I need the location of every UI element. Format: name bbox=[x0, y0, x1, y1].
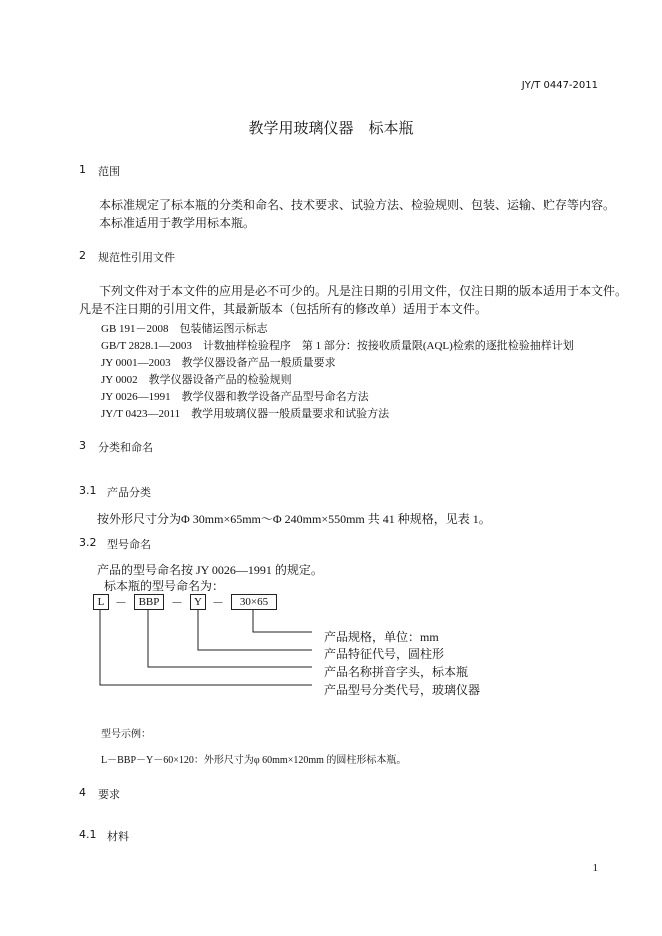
example-text: L－BBP－Y－60×120：外形尺寸为φ 60mm×120mm 的圆柱形标本瓶。 bbox=[101, 755, 407, 766]
section-4-1-title: 材料 bbox=[107, 830, 129, 843]
model-box-category: L bbox=[93, 594, 109, 610]
model-box-name: BBP bbox=[134, 594, 164, 610]
reference-item: JY/T 0423—2011 教学用玻璃仪器一般质量要求和试验方法 bbox=[101, 408, 390, 420]
reference-item: GB/T 2828.1—2003 计数抽样检验程序 第 1 部分：按接收质量限(AQL)检索的逐批检验抽样计划 bbox=[101, 340, 574, 352]
section-3-title: 分类和命名 bbox=[98, 441, 153, 454]
reference-item: JY 0026—1991 教学仪器和教学设备产品型号命名方法 bbox=[101, 391, 369, 403]
model-box-feature: Y bbox=[190, 594, 206, 610]
section-4-title: 要求 bbox=[98, 788, 120, 801]
header-code: JY/T 0447-2011 bbox=[521, 80, 598, 91]
section-2-paragraph-line-1: 下列文件对于本文件的应用是必不可少的。凡是注日期的引用文件，仅注日期的版本适用于本文件。 bbox=[99, 284, 628, 298]
section-1-paragraph-1: 本标准规定了标本瓶的分类和命名、技术要求、试验方法、检验规则、包装、运输、贮存等内容。 bbox=[99, 198, 616, 212]
example-label: 型号示例： bbox=[101, 729, 151, 740]
page-title: 教学用玻璃仪器 标本瓶 bbox=[248, 119, 414, 137]
reference-item: JY 0002 教学仪器设备产品的检验规则 bbox=[101, 374, 292, 386]
model-dash: － bbox=[171, 596, 184, 610]
section-2-title: 规范性引用文件 bbox=[98, 251, 175, 264]
section-3-2-title: 型号命名 bbox=[107, 538, 151, 551]
model-box-spec: 30×65 bbox=[231, 594, 277, 610]
model-dash: － bbox=[115, 596, 128, 610]
page-number: 1 bbox=[592, 862, 598, 874]
section-4-1-number: 4.1 bbox=[79, 828, 97, 841]
section-3-1-number: 3.1 bbox=[79, 484, 97, 497]
section-3-1-paragraph: 按外形尺寸分为Φ 30mm×65mm～Φ 240mm×550mm 共 41 种规格，见表 1。 bbox=[97, 512, 491, 526]
model-dash: － bbox=[212, 596, 225, 610]
section-2-paragraph-line-2: 凡是不注日期的引用文件，其最新版本（包括所有的修改单）适用于本文件。 bbox=[79, 302, 488, 316]
section-3-2-paragraph-2: 标本瓶的型号命名为： bbox=[104, 579, 225, 593]
section-3-2-paragraph-1: 产品的型号命名按 JY 0026—1991 的规定。 bbox=[97, 563, 323, 577]
section-3-2-number: 3.2 bbox=[79, 536, 97, 549]
reference-item: GB 191－2008 包装储运图示标志 bbox=[101, 323, 268, 335]
model-label-name: 产品名称拼音字头，标本瓶 bbox=[324, 665, 469, 679]
section-4-number: 4 bbox=[79, 786, 86, 799]
model-label-spec: 产品规格，单位：mm bbox=[324, 630, 439, 644]
model-label-category: 产品型号分类代号，玻璃仪器 bbox=[324, 683, 481, 697]
model-label-feature: 产品特征代号，圆柱形 bbox=[324, 647, 445, 661]
section-1-number: 1 bbox=[79, 163, 86, 176]
section-1-paragraph-2: 本标准适用于教学用标本瓶。 bbox=[99, 216, 256, 230]
section-2-number: 2 bbox=[79, 249, 86, 262]
reference-item: JY 0001—2003 教学仪器设备产品一般质量要求 bbox=[101, 357, 336, 369]
section-3-number: 3 bbox=[79, 439, 86, 452]
section-3-1-title: 产品分类 bbox=[107, 486, 151, 499]
section-1-title: 范围 bbox=[98, 165, 120, 178]
